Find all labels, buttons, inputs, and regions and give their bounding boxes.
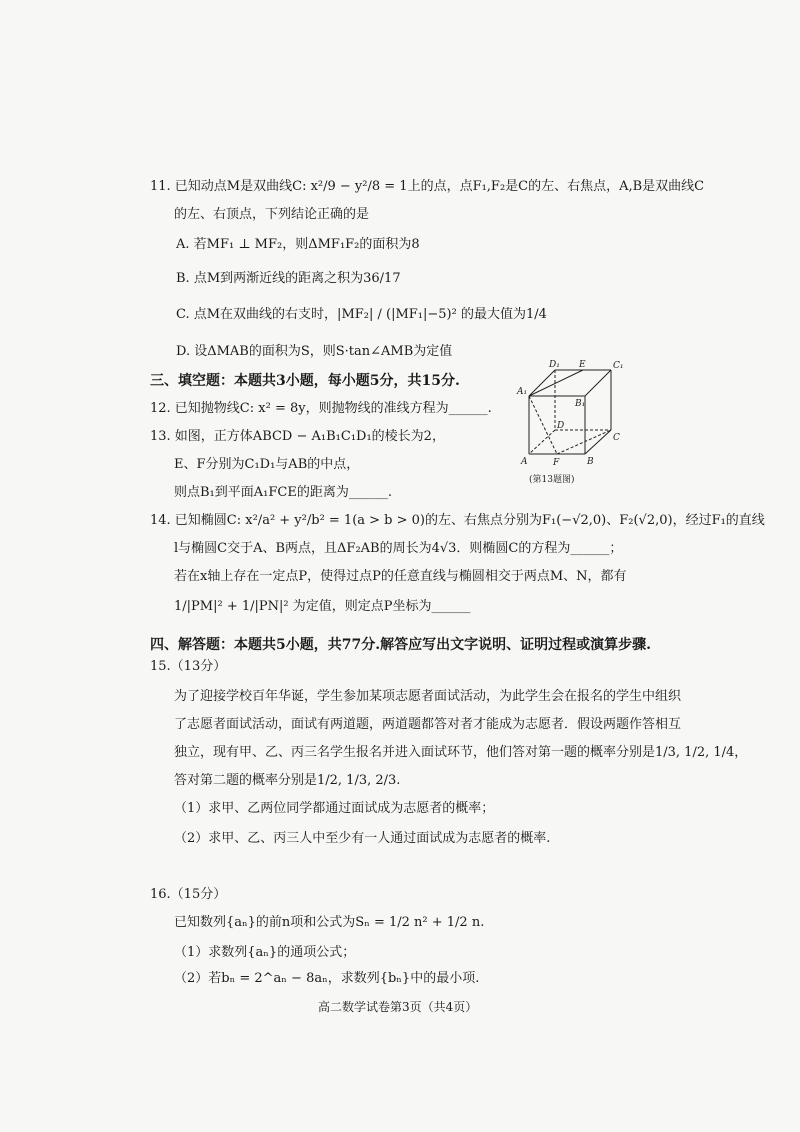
label-b: B (587, 457, 594, 467)
label-c: C (613, 433, 620, 443)
q16-header: 16.（15分） (150, 887, 227, 902)
q11-option-c: C. 点M在双曲线的右支时，|MF₂| / (|MF₁|−5)² 的最大值为1/4 (176, 307, 547, 322)
q14-line1: 14. 已知椭圆C: x²/a² + y²/b² = 1(a > b > 0)的左、右焦点分别为F₁(−√2,0)、F₂(√2,0)，经过F₁的直线 (150, 513, 765, 528)
label-a: A (521, 457, 528, 467)
q11-stem-line2 (174, 206, 369, 224)
q13-line1: 13. 如图，正方体ABCD − A₁B₁C₁D₁的棱长为2， (150, 429, 445, 444)
cube-figure (515, 358, 635, 488)
q13-line2: E、F分别为C₁D₁与AB的中点， (174, 457, 360, 472)
q11-option-d: D. 设ΔMAB的面积为S，则S·tan∠AMB为定值 (176, 344, 453, 359)
q15-body-4: 答对第二题的概率分别是1/2, 1/3, 2/3. (174, 773, 401, 788)
q15-body-2: 了志愿者面试活动，面试有两道题，两道题都答对者才能成为志愿者．假设两题作答相互 (174, 717, 682, 732)
label-d1: D₁ (549, 360, 560, 370)
q15-body-3: 独立，现有甲、乙、丙三名学生报名并进入面试环节，他们答对第一题的概率分别是1/3, 1/2, 1/4， (174, 745, 748, 760)
q15-header: 15.（13分） (150, 659, 227, 674)
q15-part-1: （1）求甲、乙两位同学都通过面试成为志愿者的概率； (174, 801, 495, 816)
label-a1: A₁ (517, 387, 528, 397)
q11-stem-line1 (150, 178, 704, 196)
page-footer: 高二数学试卷第3页（共4页） (318, 1000, 478, 1014)
q15-part-2: （2）求甲、乙、丙三人中至少有一人通过面试成为志愿者的概率. (174, 831, 551, 846)
q13-line3: 则点B₁到平面A₁FCE的距离为______. (174, 485, 392, 500)
label-c1: C₁ (613, 361, 624, 371)
q14-line3: 若在x轴上存在一定点P，使得过点P的任意直线与椭圆相交于两点M、N，都有 (174, 569, 627, 584)
label-f: F (553, 458, 560, 468)
q11-option-b: B. 点M到两渐近线的距离之积为36/17 (176, 271, 401, 286)
section4-title: 四、解答题：本题共5小题，共77分.解答应写出文字说明、证明过程或演算步骤. (150, 637, 651, 653)
label-e: E (579, 360, 586, 370)
label-d: D (557, 421, 565, 431)
q12-text: 12. 已知抛物线C: x² = 8y，则抛物线的准线方程为______. (150, 401, 492, 416)
label-b1: B₁ (575, 399, 586, 409)
figure-caption: (第13题图) (529, 475, 575, 485)
q11-option-a: A. 若MF₁ ⊥ MF₂，则ΔMF₁F₂的面积为8 (176, 237, 420, 252)
q15-body-1: 为了迎接学校百年华诞，学生参加某项志愿者面试活动，为此学生会在报名的学生中组织 (174, 689, 682, 704)
q16-part-2: （2）若bₙ = 2^aₙ − 8aₙ，求数列{bₙ}中的最小项. (174, 971, 480, 986)
q11-stem-line2-text: 的左、右顶点，下列结论正确的是 (174, 207, 370, 222)
q16-part-1: （1）求数列{aₙ}的通项公式； (174, 945, 356, 960)
q14-line2: l与椭圆C交于A、B两点，且ΔF₂AB的周长为4√3．则椭圆C的方程为______； (174, 541, 623, 556)
section3-title: 三、填空题：本题共3小题，每小题5分，共15分. (150, 373, 460, 389)
q14-line4: 1/|PM|² + 1/|PN|² 为定值，则定点P坐标为______ (174, 599, 471, 614)
q16-body: 已知数列{aₙ}的前n项和公式为Sₙ = 1/2 n² + 1/2 n. (174, 915, 485, 930)
q11-stem-line1-text: 11. 已知动点M是双曲线C: x²/9 − y²/8 = 1上的点，点F₁,F₂是C的左、右焦点，A,B是双曲线C (150, 179, 705, 194)
